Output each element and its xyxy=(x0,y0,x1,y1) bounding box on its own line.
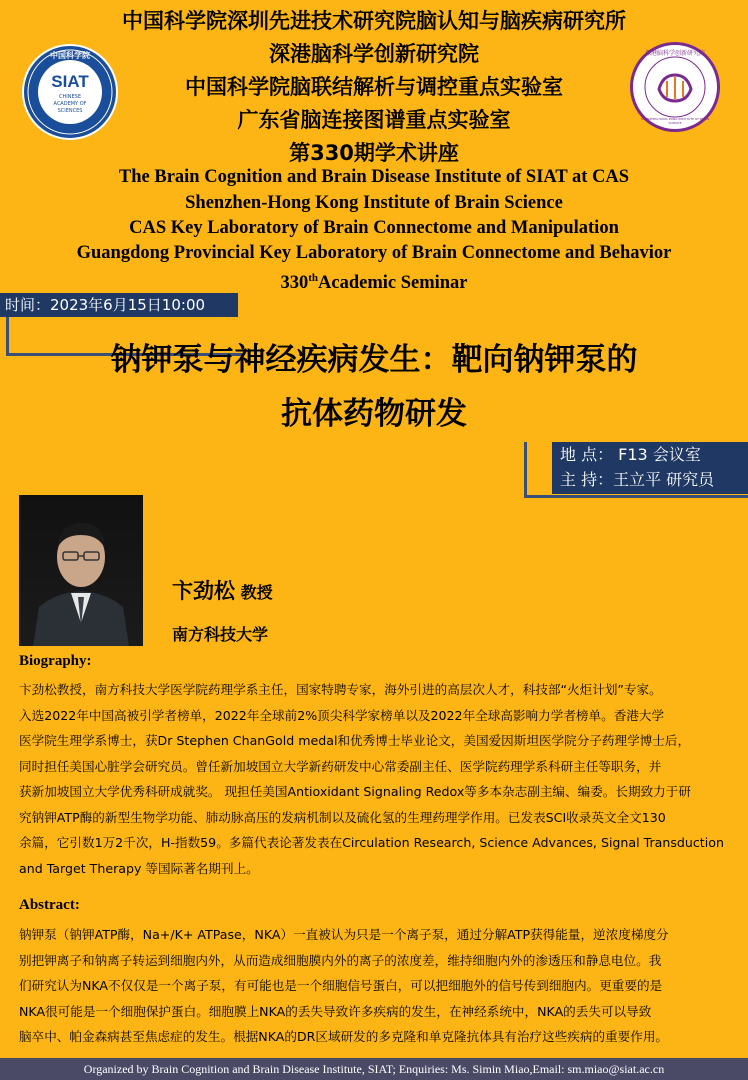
abstract-text xyxy=(19,922,731,1050)
hk-logo-arc-text: 深港脑科学创新研究院 xyxy=(644,50,705,57)
biography-text xyxy=(19,677,731,881)
header-cn-line-2: 深港脑科学创新研究院 xyxy=(269,42,479,66)
siat-logo-top-text: 中国科学院 xyxy=(50,51,90,60)
talk-title-line-1: 钠钾泵与神经疾病发生：靶向钠钾泵的 xyxy=(110,342,638,378)
siat-logo-sub2: ACADEMY OF xyxy=(53,101,87,107)
header-cn-line-4: 广东省脑连接图谱重点实验室 xyxy=(237,108,511,132)
talk-title-line-2: 抗体药物研发 xyxy=(281,396,467,432)
speaker-name-line xyxy=(172,575,273,605)
abstract-line: NKA很可能是一个细胞保护蛋白。细胞膜上NKA的丢失导致许多疾病的发生，在神经系统中，NKA的丢失可以导致 xyxy=(19,1003,652,1019)
speaker-title: 教授 xyxy=(240,583,273,602)
abstract-line: 们研究认为NKA不仅仅是一个离子泵，有可能也是一个细胞信号蛋白，可以把细胞外的信号传到细胞内。更重要的是 xyxy=(19,978,663,993)
siat-logo-sub3: SCIENCES xyxy=(57,108,83,114)
time-text: 时间：2023年6月15日10:00 xyxy=(5,296,206,314)
abstract-line: 钠钾泵（钠钾ATP酶，Na+/K+ ATPase，NKA）一直被认为只是一个离子泵，通过分解ATP获得能量，逆浓度梯度分 xyxy=(19,927,669,942)
biography-label: Biography: xyxy=(19,653,92,669)
speaker-photo xyxy=(19,495,143,646)
siat-logo-main-text: SIAT xyxy=(51,72,89,91)
biography-line: 医学院生理学系博士，获Dr Stephen ChanGold medal和优秀博士毕业论文，美国爱因斯坦医学院分子药理学博士后， xyxy=(19,733,691,748)
biography-line: 卞劲松教授，南方科技大学医学院药理学系主任，国家特聘专家，海外引进的高层次人才，科技部“火炬计划”专家。 xyxy=(19,682,662,697)
abstract-label: Abstract: xyxy=(19,897,80,913)
biography-line: 获新加坡国立大学优秀科研成就奖。 现担任美国Antioxidant Signaling Redox等多本杂志副主编、编委。长期致力于研 xyxy=(19,784,691,799)
biography-line: and Target Therapy 等国际著名期刊上。 xyxy=(19,860,259,876)
location-text: 地 点： F13 会议室 xyxy=(560,445,701,464)
header-cn-line-5: 第330期学术讲座 xyxy=(289,141,459,165)
siat-logo-sub1: CHINESE xyxy=(59,94,81,100)
speaker-name: 卞劲松 xyxy=(172,579,235,603)
header-cn-line-1: 中国科学院深圳先进技术研究院脑认知与脑疾病研究所 xyxy=(122,9,626,33)
biography-line: 究钠钾ATP酶的新型生物学功能、肺动脉高压的发病机制以及硫化氢的生理药理学作用。已发表SCI收录英文全文130 xyxy=(19,809,666,825)
biography-line: 入选2022年中国高被引学者榜单，2022年全球前2%顶尖科学家榜单以及2022年全球高影响力学者榜单。香港大学 xyxy=(19,707,665,723)
seminar-rest: Academic Seminar xyxy=(318,273,468,294)
header-en-line-1: The Brain Cognition and Brain Disease Institute of SIAT at CAS xyxy=(118,167,630,187)
hk-logo-arc-en-text: SHENZHEN-HONG KONG INSTITUTE OF BRAIN SCIENCE xyxy=(640,117,710,125)
abstract-line: 脑卒中、帕金森病甚至焦虑症的发生。根据NKA的DR区域研发的多克隆和单克隆抗体具有治疗这些疾病的重要作用。 xyxy=(19,1029,669,1044)
host-text: 主 持：王立平 研究员 xyxy=(560,470,715,489)
biography-line: 余篇，它引数1万2千次，H-指数59。多篇代表论著发表在Circulation Research, Science Advances, Signal Transduction xyxy=(19,835,724,850)
header-en-line-4: Guangdong Provincial Key Laboratory of Brain Connectome and Behavior xyxy=(76,243,672,263)
speaker-affiliation: 南方科技大学 xyxy=(172,625,269,644)
time-box xyxy=(0,293,238,317)
footer-text: Organized by Brain Cognition and Brain Disease Institute, SIAT; Enquiries: Ms. Simin Miao,Email: sm.miao@siat.ac.cn xyxy=(83,1062,665,1076)
footer-bar xyxy=(0,1058,748,1080)
info-box xyxy=(552,442,748,494)
biography-line: 同时担任美国心脏学会研究员。曾任新加坡国立大学新药研发中心常委副主任、医学院药理学系科研主任等职务，并 xyxy=(19,758,662,774)
header-cn-line-3: 中国科学院脑联结解析与调控重点实验室 xyxy=(185,75,563,99)
seminar-line xyxy=(0,265,748,296)
header-en-line-2: Shenzhen-Hong Kong Institute of Brain Science xyxy=(185,193,563,213)
header-en-line-3: CAS Key Laboratory of Brain Connectome and Manipulation xyxy=(129,218,619,238)
speaker-portrait-icon xyxy=(19,495,143,646)
seminar-sup: th xyxy=(308,272,318,284)
seminar-number: 330 xyxy=(280,273,309,294)
abstract-line: 别把钾离子和钠离子转运到细胞内外，从而造成细胞膜内外的离子的浓度差，维持细胞内外的渗透压和静息电位。我 xyxy=(19,952,662,968)
